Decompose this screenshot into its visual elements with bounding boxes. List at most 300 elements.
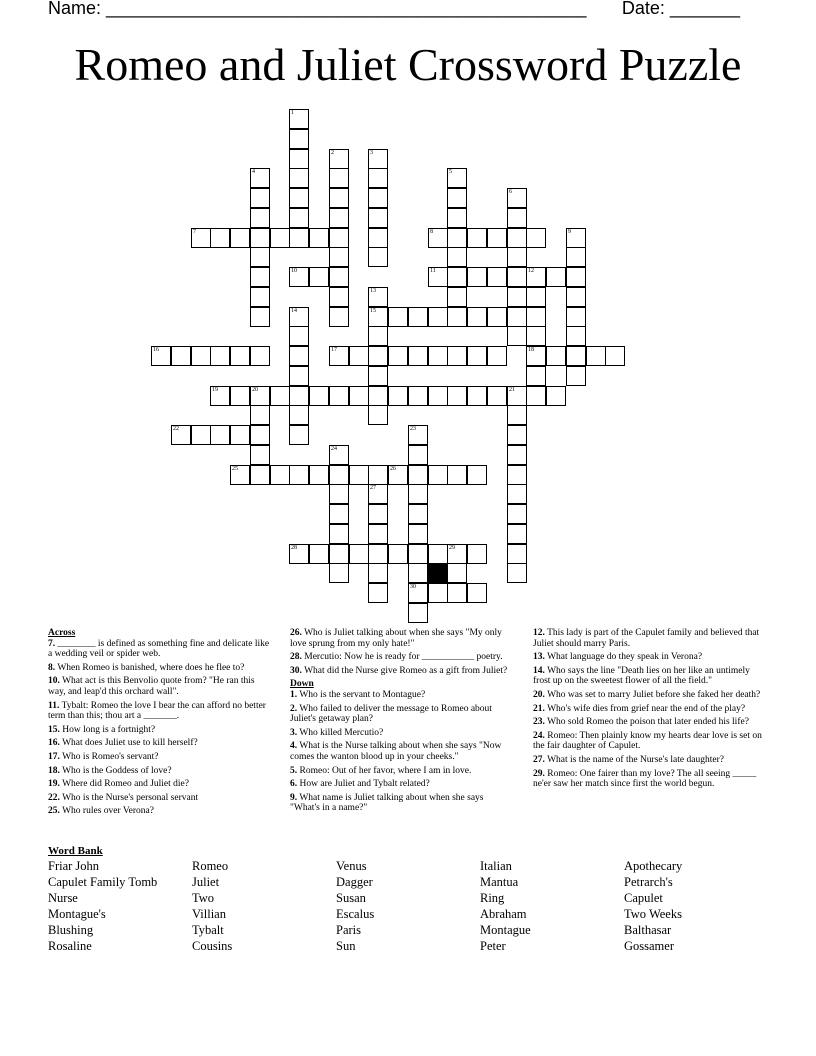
crossword-cell[interactable] [447,228,467,248]
crossword-cell[interactable] [349,386,369,406]
across-clue [48,701,272,722]
crossword-cell[interactable] [270,228,290,248]
crossword-cell[interactable] [447,544,467,564]
crossword-cell[interactable] [566,247,586,267]
crossword-cell[interactable] [210,386,230,406]
crossword-cell[interactable] [368,168,388,188]
crossword-cell[interactable] [428,583,448,603]
crossword-cell[interactable] [388,465,408,485]
clue-number: 24 [331,446,337,452]
crossword-black-cell [428,563,448,583]
crossword-cell[interactable] [250,168,270,188]
word-bank-item: Capulet [624,891,663,905]
crossword-cell[interactable] [507,228,527,248]
crossword-cell[interactable] [230,465,250,485]
crossword-cell[interactable] [487,386,507,406]
crossword-cell[interactable] [250,465,270,485]
crossword-cell[interactable] [329,484,349,504]
clue-number: 7 [193,229,196,235]
crossword-cell[interactable] [467,583,487,603]
crossword-cell[interactable] [507,287,527,307]
crossword-cell[interactable] [507,267,527,287]
crossword-cell[interactable] [309,267,329,287]
crossword-cell[interactable] [250,228,270,248]
crossword-cell[interactable] [368,405,388,425]
crossword-cell[interactable] [368,326,388,346]
clue-number: 20. [533,689,545,700]
crossword-cell[interactable] [210,346,230,366]
crossword-cell[interactable] [368,247,388,267]
crossword-cell[interactable] [507,326,527,346]
crossword-cell[interactable] [487,346,507,366]
crossword-cell[interactable] [368,465,388,485]
crossword-cell[interactable] [507,386,527,406]
clue-number: 10. [48,676,60,687]
crossword-cell[interactable] [408,445,428,465]
crossword-cell[interactable] [428,307,448,327]
crossword-cell[interactable] [507,544,527,564]
clue-column-1 [48,628,272,820]
crossword-cell[interactable] [546,386,566,406]
crossword-cell[interactable] [566,366,586,386]
crossword-cell[interactable] [329,524,349,544]
word-bank-item: Ring [480,891,505,905]
clue-number: 12 [528,268,534,274]
crossword-cell[interactable] [289,168,309,188]
crossword-cell[interactable] [289,267,309,287]
clue-number: 8 [430,229,433,235]
word-bank-item: Juliet [192,875,220,889]
crossword-cell[interactable] [191,425,211,445]
clue-text: Who is the Nurse's personal servant [62,792,199,803]
across-heading: Across [48,628,76,638]
clue-text: What does Juliet use to kill herself? [62,738,198,749]
crossword-cell[interactable] [526,267,546,287]
clue-number: 2 [331,150,334,156]
clue-number: 14 [291,308,297,314]
word-bank-item: Montague [480,923,531,937]
crossword-cell[interactable] [289,405,309,425]
down-clue [290,728,514,739]
crossword-cell[interactable] [329,188,349,208]
crossword-cell[interactable] [368,228,388,248]
crossword-cell[interactable] [368,287,388,307]
clue-number: 9 [568,229,571,235]
down-clue [533,690,769,701]
crossword-cell[interactable] [309,465,329,485]
clue-number: 21. [533,703,545,714]
clue-text: Who is Romeo's servant? [62,751,159,762]
crossword-cell[interactable] [428,465,448,485]
crossword-cell[interactable] [210,425,230,445]
clue-number: 30. [290,665,302,676]
clue-text: How long is a fortnight? [62,724,156,735]
down-clue [533,731,769,752]
across-clue [48,779,272,790]
down-clue [533,652,769,663]
word-bank-item: Dagger [336,875,373,889]
across-clue [48,738,272,749]
clue-number: 5 [449,169,452,175]
crossword-cell[interactable] [368,307,388,327]
crossword-cell[interactable] [329,149,349,169]
clue-number: 7. [48,638,56,649]
crossword-cell[interactable] [487,228,507,248]
crossword-cell[interactable] [368,544,388,564]
crossword-cell[interactable] [250,405,270,425]
crossword-cell[interactable] [467,228,487,248]
clue-text: When Romeo is banished, where does he flee to? [57,662,245,673]
crossword-cell[interactable] [408,504,428,524]
clue-text: Who was set to marry Juliet before she faked her death? [547,689,761,700]
page-title: Romeo and Juliet Crossword Puzzle [74,39,742,90]
crossword-cell[interactable] [447,267,467,287]
crossword-cell[interactable] [408,544,428,564]
clue-text: Who killed Mercutio? [299,727,384,738]
word-bank-item: Villian [192,907,226,921]
down-clue [290,704,514,725]
clue-number: 29. [533,768,545,779]
word-bank-title: Word Bank [48,845,103,857]
down-clue [290,779,514,790]
clue-number: 22. [48,792,60,803]
crossword-cell[interactable] [309,386,329,406]
name-field[interactable]: Name: ________________________________________________ [48,0,587,18]
clue-number: 26 [390,466,396,472]
crossword-cell[interactable] [526,326,546,346]
crossword-cell[interactable] [408,524,428,544]
down-clue [533,666,769,687]
crossword-cell[interactable] [566,228,586,248]
crossword-cell[interactable] [329,208,349,228]
crossword-cell[interactable] [329,563,349,583]
crossword-cell[interactable] [507,504,527,524]
crossword-cell[interactable] [428,346,448,366]
crossword-cell[interactable] [329,168,349,188]
across-clue [48,793,272,804]
crossword-cell[interactable] [289,366,309,386]
clue-text: Who is Juliet talking about when she says "My only love sprung from my only hate!" [290,628,502,649]
crossword-cell[interactable] [250,307,270,327]
word-bank [48,844,768,954]
crossword-cell[interactable] [388,307,408,327]
clue-number: 12. [533,628,545,638]
crossword-cell[interactable] [467,465,487,485]
crossword-cell[interactable] [329,287,349,307]
crossword-cell[interactable] [349,346,369,366]
clue-number: 3. [290,727,298,738]
crossword-cell[interactable] [487,267,507,287]
word-bank-item: Nurse [48,891,78,905]
crossword-cell[interactable] [408,307,428,327]
crossword-cell[interactable] [605,346,625,366]
crossword-cell[interactable] [329,544,349,564]
clue-number: 27. [533,754,545,765]
crossword-cell[interactable] [289,326,309,346]
crossword-cell[interactable] [566,346,586,366]
crossword-cell[interactable] [428,267,448,287]
crossword-cell[interactable] [507,425,527,445]
crossword-cell[interactable] [388,346,408,366]
word-bank-item: Paris [336,923,361,937]
down-heading: Down [290,679,314,690]
down-clue [290,793,514,814]
crossword-cell[interactable] [289,208,309,228]
clue-text: What did the Nurse give Romeo as a gift from Juliet? [304,665,508,676]
crossword-cell[interactable] [230,425,250,445]
crossword-cell[interactable] [526,386,546,406]
crossword-cell[interactable] [191,228,211,248]
crossword-cell[interactable] [250,188,270,208]
crossword-cell[interactable] [368,346,388,366]
clue-number: 2. [290,703,298,714]
clue-number: 25 [232,466,238,472]
across-clue [290,666,514,677]
word-bank-item: Two [192,891,215,905]
word-bank-item: Tybalt [192,923,224,937]
crossword-cell[interactable] [250,386,270,406]
crossword-cell[interactable] [467,267,487,287]
crossword-cell[interactable] [428,228,448,248]
across-clue [48,639,272,660]
crossword-cell[interactable] [507,208,527,228]
crossword-cell[interactable] [507,524,527,544]
crossword-cell[interactable] [250,445,270,465]
clue-text: Tybalt: Romeo the love I bear the can afford no better term than this; thou art a _______. [48,700,266,722]
crossword-cell[interactable] [289,346,309,366]
crossword-cell[interactable] [526,307,546,327]
clue-text: What is the name of the Nurse's late daughter? [547,754,724,765]
crossword-cell[interactable] [289,465,309,485]
crossword-cell[interactable] [566,267,586,287]
crossword-cell[interactable] [368,386,388,406]
crossword-cell[interactable] [289,307,309,327]
clue-text: What language do they speak in Verona? [547,652,703,663]
crossword-cell[interactable] [507,307,527,327]
crossword-cell[interactable] [408,563,428,583]
crossword-cell[interactable] [447,346,467,366]
clue-number: 6. [290,779,298,790]
clue-number: 24. [533,730,545,741]
crossword-cell[interactable] [546,267,566,287]
crossword-cell[interactable] [329,504,349,524]
crossword-cell[interactable] [151,346,171,366]
crossword-cell[interactable] [408,603,428,623]
crossword-cell[interactable] [428,544,448,564]
crossword-cell[interactable] [526,366,546,386]
crossword-cell[interactable] [408,425,428,445]
word-bank-item: Two Weeks [624,907,682,921]
crossword-cell[interactable] [171,346,191,366]
crossword-cell[interactable] [467,544,487,564]
clue-number: 25. [48,806,60,817]
crossword-cell[interactable] [349,544,369,564]
clue-number: 15. [48,724,60,735]
crossword-cell[interactable] [408,484,428,504]
clue-number: 1. [290,689,298,700]
crossword-cell[interactable] [467,307,487,327]
word-bank-item: Rosaline [48,939,92,953]
crossword-cell[interactable] [230,346,250,366]
clue-text: Romeo: Out of her favor, where I am in love. [299,765,472,776]
crossword-cell[interactable] [349,465,369,485]
crossword-cell[interactable] [289,188,309,208]
crossword-cell[interactable] [368,583,388,603]
crossword-cell[interactable] [447,168,467,188]
crossword-cell[interactable] [447,563,467,583]
crossword-cell[interactable] [210,228,230,248]
crossword-cell[interactable] [250,425,270,445]
crossword-cell[interactable] [526,346,546,366]
crossword-cell[interactable] [467,386,487,406]
crossword-cell[interactable] [408,386,428,406]
across-clue [48,752,272,763]
crossword-cell[interactable] [329,228,349,248]
crossword-cell[interactable] [447,188,467,208]
crossword-cell[interactable] [289,544,309,564]
clue-number: 4 [252,169,255,175]
clue-text: Who's wife dies from grief near the end of the play? [547,703,746,714]
crossword-cell[interactable] [368,504,388,524]
crossword-cell[interactable] [329,445,349,465]
word-bank-item: Friar John [48,859,100,873]
crossword-cell[interactable] [289,425,309,445]
clue-text: Romeo: Then plainly know my hearts dear love is set on the fair daughter of Capulet. [533,730,762,752]
clue-number: 18. [48,765,60,776]
crossword-cell[interactable] [309,544,329,564]
crossword-cell[interactable] [447,247,467,267]
crossword-cell[interactable] [329,386,349,406]
across-clue [48,806,272,817]
across-clue [48,676,272,697]
crossword-cell[interactable] [309,228,329,248]
clue-number: 21 [509,387,515,393]
crossword-cell[interactable] [289,109,309,129]
crossword-cell[interactable] [289,129,309,149]
crossword-cell[interactable] [171,425,191,445]
across-clue [48,725,272,736]
down-clue [290,690,514,701]
crossword-cell[interactable] [408,583,428,603]
crossword-cell[interactable] [507,465,527,485]
word-bank-item: Romeo [192,859,229,873]
crossword-cell[interactable] [507,405,527,425]
crossword-cell[interactable] [526,287,546,307]
clue-number: 16 [153,347,159,353]
crossword-cell[interactable] [388,544,408,564]
clue-number: 5. [290,765,298,776]
crossword-cell[interactable] [507,563,527,583]
crossword-cell[interactable] [566,326,586,346]
crossword-cell[interactable] [388,386,408,406]
clue-text: What name is Juliet talking about when she says "What's in a name?" [290,792,484,814]
crossword-cell[interactable] [329,307,349,327]
crossword-cell[interactable] [526,228,546,248]
crossword-cell[interactable] [586,346,606,366]
clue-number: 28. [290,652,302,663]
crossword-cell[interactable] [447,208,467,228]
crossword-cell[interactable] [329,247,349,267]
crossword-cell[interactable] [289,149,309,169]
clue-number: 13. [533,652,545,663]
crossword-cell[interactable] [250,208,270,228]
crossword-cell[interactable] [368,524,388,544]
crossword-cell[interactable] [250,346,270,366]
crossword-cell[interactable] [329,267,349,287]
word-bank-item: Apothecary [624,859,683,873]
across-clue [48,663,272,674]
clue-number: 17 [331,347,337,353]
crossword-cell[interactable] [270,386,290,406]
date-field[interactable]: Date: _______ [621,0,740,18]
clue-text: Who failed to deliver the message to Romeo about Juliet's getaway plan? [290,703,492,725]
crossword-cell[interactable] [408,465,428,485]
crossword-cell[interactable] [289,228,309,248]
crossword-cell[interactable] [329,465,349,485]
clue-number: 27 [370,485,376,491]
crossword-cell[interactable] [368,208,388,228]
clue-text: How are Juliet and Tybalt related? [299,779,430,790]
crossword-cell[interactable] [329,346,349,366]
crossword-cell[interactable] [270,465,290,485]
clue-number: 20 [252,387,258,393]
crossword-cell[interactable] [507,445,527,465]
crossword-cell[interactable] [428,386,448,406]
crossword-cell[interactable] [447,287,467,307]
word-bank-item: Gossamer [624,939,674,953]
crossword-cell[interactable] [250,287,270,307]
across-clue [290,652,514,663]
crossword-cell[interactable] [230,228,250,248]
crossword-cell[interactable] [447,386,467,406]
crossword-cell[interactable] [408,346,428,366]
crossword-cell[interactable] [566,307,586,327]
crossword-cell[interactable] [368,366,388,386]
crossword-cell[interactable] [368,149,388,169]
crossword-cell[interactable] [447,465,467,485]
crossword-cell[interactable] [368,484,388,504]
word-bank-item: Venus [336,859,367,873]
crossword-cell[interactable] [250,267,270,287]
word-bank-item: Peter [480,939,506,953]
crossword-cell[interactable] [191,346,211,366]
crossword-cell[interactable] [507,188,527,208]
clue-number: 16. [48,738,60,749]
crossword-cell[interactable] [507,484,527,504]
clue-text: Who says the line "Death lies on her like an untimely frost up on the sweetest flower of all the field." [533,665,750,687]
clue-number: 4. [290,741,298,752]
crossword-cell[interactable] [546,346,566,366]
crossword-cell[interactable] [507,247,527,267]
clue-text: Who sold Romeo the poison that later ended his life? [547,717,749,728]
crossword-cell[interactable] [289,386,309,406]
crossword-cell[interactable] [368,563,388,583]
clue-number: 9. [290,792,298,803]
crossword-cell[interactable] [566,287,586,307]
crossword-cell[interactable] [230,386,250,406]
down-clue [290,766,514,777]
crossword-cell[interactable] [447,583,467,603]
clue-number: 13 [370,288,376,294]
crossword-cell[interactable] [487,307,507,327]
crossword-cell[interactable] [467,346,487,366]
clue-text: Where did Romeo and Juliet die? [62,779,189,790]
down-clue [533,755,769,766]
crossword-cell[interactable] [250,247,270,267]
word-bank-item: Sun [336,939,356,953]
crossword-cell[interactable] [447,307,467,327]
crossword-cell[interactable] [368,188,388,208]
